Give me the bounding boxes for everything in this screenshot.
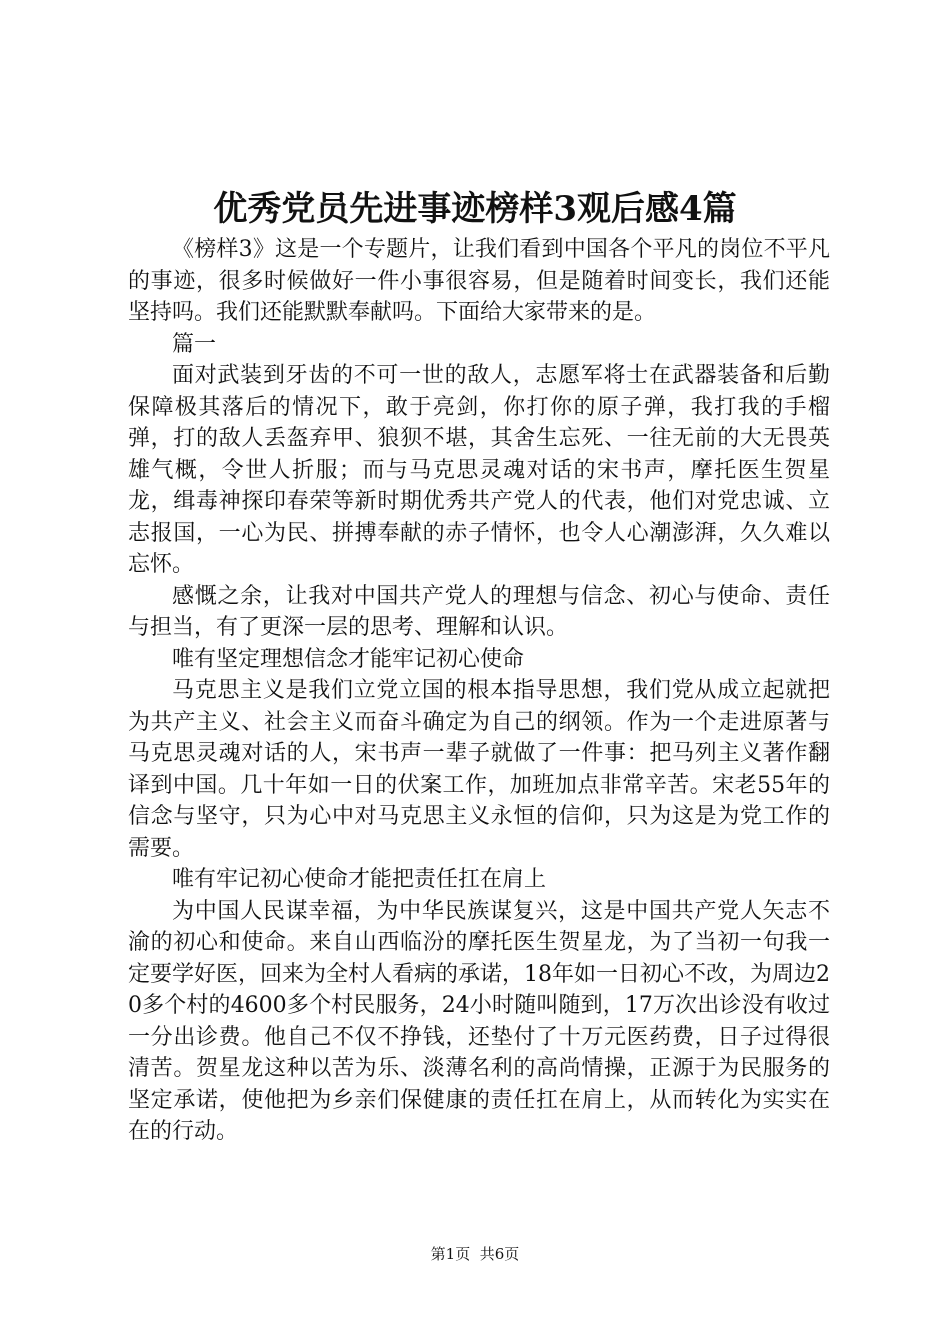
- document-title: 优秀党员先进事迹榜样3观后感4篇: [213, 189, 737, 229]
- intro-paragraph: 《榜样3》这是一个专题片，让我们看到中国各个平凡的岗位不平凡的事迹，很多时候做好一件小事很容易，但是随着时间变长，我们还能坚持吗。我们还能默默奉献吗。下面给大家带来的是。: [128, 237, 830, 325]
- subheading: 唯有坚定理想信念才能牢记初心使命: [172, 646, 525, 672]
- page-total: 共6页: [479, 1245, 520, 1263]
- subheading: 唯有牢记初心使命才能把责任扛在肩上: [172, 867, 547, 892]
- body-paragraph: 为中国人民谋幸福，为中华民族谋复兴，这是中国共产党人矢志不渝的初心和使命。来自山西临汾的摩托医生贺星龙，为了当初一句我一定要学好医，回来为全村人看病的承诺，18年如一日初心不改，为周边20多个村的4600多个村民服务，24小时随叫随到，17万次出诊没有收过一分出诊费。他自己不仅不挣钱，还垫付了十万元医药费，日子过得很清苦。贺星龙这种以苦为乐、淡薄名利的高尚情操，正源于为民服务的坚定承诺，使他把为乡亲们保健康的责任扛在肩上，从而转化为实实在在的行动。: [128, 898, 830, 1144]
- section-heading: 篇一: [172, 331, 217, 357]
- document-body: [128, 234, 830, 1148]
- page-number: 第1页: [430, 1245, 471, 1263]
- page-footer: [0, 1244, 950, 1264]
- body-paragraph: 面对武装到牙齿的不可一世的敌人，志愿军将士在武器装备和后勤保障极其落后的情况下，敢于亮剑，你打你的原子弹，我打我的手榴弹，打的敌人丢盔弃甲、狼狈不堪，其舍生忘死、一往无前的大无畏英雄气概，令世人折服；而与马克思灵魂对话的宋书声，摩托医生贺星龙，缉毒神探印春荣等新时期优秀共产党人的代表，他们对党忠诚、立志报国，一心为民、拼搏奉献的赤子情怀，也令人心潮澎湃，久久难以忘怀。: [128, 363, 830, 577]
- body-paragraph: 感慨之余，让我对中国共产党人的理想与信念、初心与使命、责任与担当，有了更深一层的思考、理解和认识。: [128, 583, 830, 640]
- body-paragraph: 马克思主义是我们立党立国的根本指导思想，我们党从成立起就把为共产主义、社会主义而奋斗确定为自己的纲领。作为一个走进原著与马克思灵魂对话的人，宋书声一辈子就做了一件事：把马列主义著作翻译到中国。几十年如一日的伏案工作，加班加点非常辛苦。宋老55年的信念与坚守，只为心中对马克思主义永恒的信仰，只为这是为党工作的需要。: [128, 678, 830, 861]
